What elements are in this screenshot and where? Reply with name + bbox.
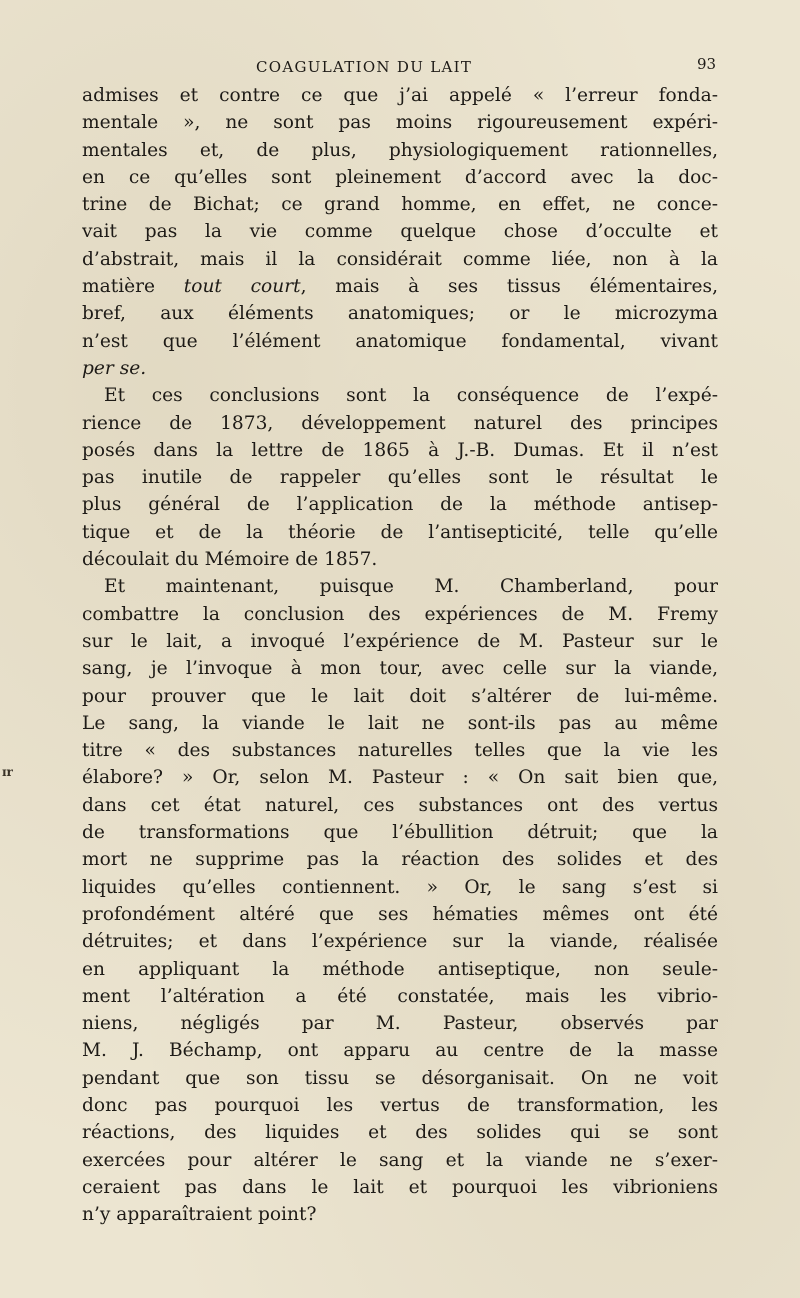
margin-mark: ɪr: [2, 765, 13, 779]
text-line: titre « des substances naturelles telles que la vie les: [82, 740, 718, 762]
text-line: mentales et, de plus, physiologiquement rationnelles,: [82, 139, 718, 161]
text-line: vait pas la vie comme quelque chose d’occulte et: [82, 221, 718, 243]
text-line: admises et contre ce que j’ai appelé « l’erreur fonda-: [82, 85, 718, 106]
running-head: COAGULATION DU LAIT: [256, 58, 473, 76]
text-line: niens, négligés par M. Pasteur, observés par: [82, 1013, 718, 1035]
text-line: donc pas pourquoi les vertus de transformation, les: [82, 1094, 718, 1116]
text-line: per se.: [82, 357, 147, 379]
text-line: profondément altéré que ses hématies mêmes ont été: [82, 903, 718, 925]
text-line: combattre la conclusion des expériences de M. Fremy: [82, 603, 718, 625]
text-line: plus général de l’application de la méthode antisep-: [82, 494, 718, 516]
text-line: n’est que l’élément anatomique fondamental, vivant: [82, 330, 718, 352]
text-line: détruites; et dans l’expérience sur la viande, réalisée: [82, 931, 718, 953]
text-line: pour prouver que le lait doit s’altérer de lui-même.: [82, 685, 718, 707]
text-line: mort ne supprime pas la réaction des solides et des: [82, 849, 718, 871]
text-line: exercées pour altérer le sang et la viande ne s’exer-: [82, 1149, 718, 1171]
text-line: sang, je l’invoque à mon tour, avec celle sur la viande,: [82, 658, 718, 680]
text-line: ceraient pas dans le lait et pourquoi les vibrioniens: [82, 1176, 718, 1198]
text-line: bref, aux éléments anatomiques; or le microzyma: [82, 303, 718, 325]
text-line: Le sang, la viande le lait ne sont-ils pas au même: [82, 712, 718, 734]
page-number: 93: [697, 55, 717, 73]
text-line: posés dans la lettre de 1865 à J.-B. Dumas. Et il n’est: [82, 439, 718, 461]
text-line: réactions, des liquides et des solides qui se sont: [82, 1122, 718, 1144]
text-line: liquides qu’elles contiennent. » Or, le sang s’est si: [82, 876, 718, 898]
text-line: élabore? » Or, selon M. Pasteur : « On sait bien que,: [82, 767, 718, 789]
text-line: matière tout court, mais à ses tissus élémentaires,: [82, 276, 718, 298]
text-line: en ce qu’elles sont pleinement d’accord avec la doc-: [82, 166, 718, 188]
text-line: M. J. Béchamp, ont apparu au centre de la masse: [82, 1040, 718, 1062]
text-line: pendant que son tissu se désorganisait. On ne voit: [82, 1067, 718, 1089]
text-line: ment l’altération a été constatée, mais les vibrio-: [82, 985, 718, 1007]
text-line: trine de Bichat; ce grand homme, en effet, ne conce-: [82, 194, 718, 216]
text-line: découlait du Mémoire de 1857.: [82, 549, 378, 571]
body-text: [82, 82, 718, 1228]
text-line: tique et de la théorie de l’antisepticité, telle qu’elle: [82, 521, 718, 543]
text-line: n’y apparaîtraient point?: [82, 1204, 317, 1226]
text-line: Et maintenant, puisque M. Chamberland, pour: [104, 576, 718, 598]
text-line: de transformations que l’ébullition détruit; que la: [82, 822, 718, 844]
text-line: dans cet état naturel, ces substances ont des vertus: [82, 794, 718, 816]
text-line: d’abstrait, mais il la considérait comme liée, non à la: [82, 248, 718, 270]
text-line: mentale », ne sont pas moins rigoureusement expéri-: [82, 112, 718, 134]
text-line: pas inutile de rappeler qu’elles sont le résultat le: [82, 467, 718, 489]
text-line: Et ces conclusions sont la conséquence de l’expé-: [104, 385, 718, 407]
text-line: en appliquant la méthode antiseptique, non seule-: [82, 958, 718, 980]
text-line: rience de 1873, développement naturel des principes: [82, 412, 718, 434]
text-line: sur le lait, a invoqué l’expérience de M. Pasteur sur le: [82, 630, 718, 652]
